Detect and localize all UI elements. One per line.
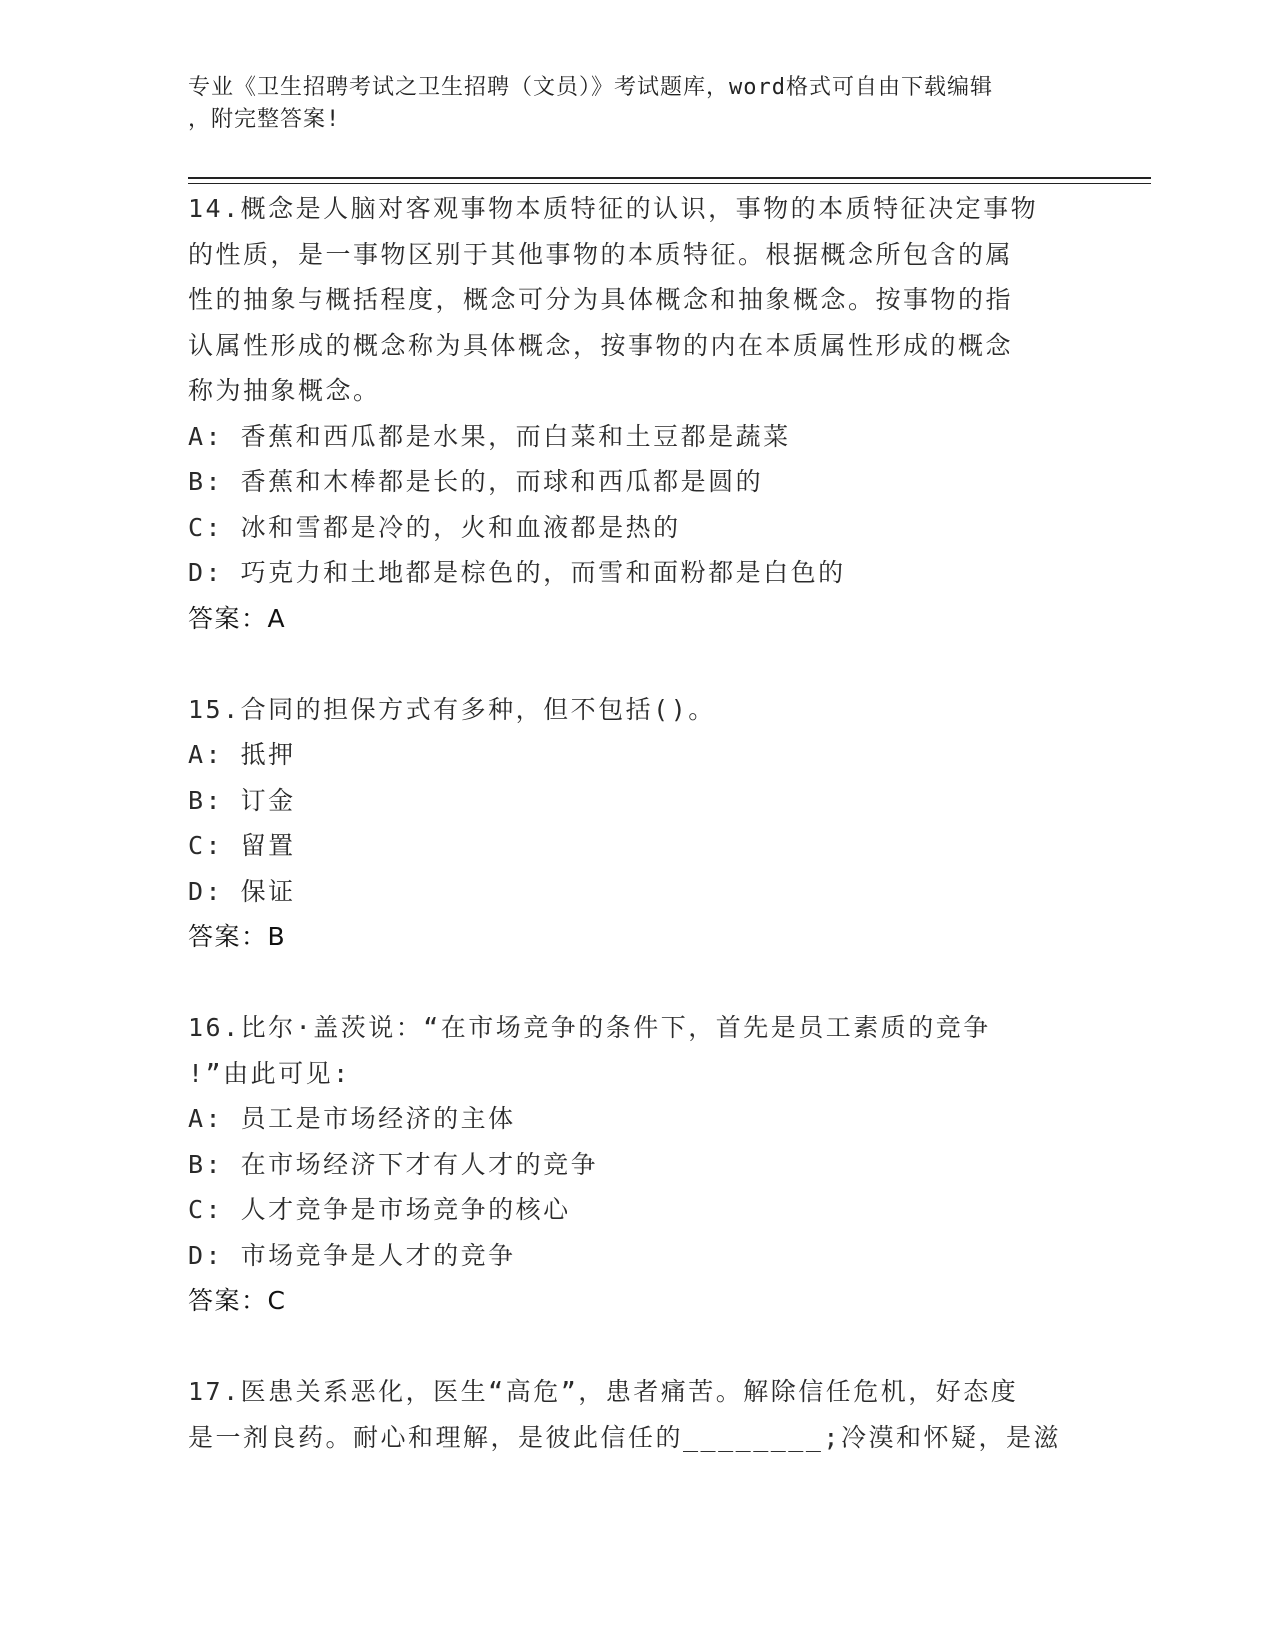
document-header bbox=[188, 72, 1068, 136]
question-15-option-d: D: 保证 bbox=[188, 876, 296, 906]
question-17-stem-line-2: 是一剂良药。耐心和理解，是彼此信任的________;冷漠和怀疑，是滋 bbox=[188, 1422, 1061, 1452]
question-16-stem-line-1: 16.比尔·盖茨说：“在市场竞争的条件下，首先是员工素质的竞争 bbox=[188, 1013, 991, 1042]
question-16 bbox=[188, 1005, 1088, 1324]
question-16-option-b: B: 在市场经济下才有人才的竞争 bbox=[188, 1149, 599, 1179]
header-divider-thin bbox=[188, 183, 1151, 184]
question-16-option-d: D: 市场竞争是人才的竞争 bbox=[188, 1240, 516, 1270]
question-14-stem-line-1: 14.概念是人脑对客观事物本质特征的认识，事物的本质特征决定事物 bbox=[188, 194, 1039, 223]
question-15-stem-line-1: 15.合同的担保方式有多种，但不包括()。 bbox=[188, 694, 716, 724]
question-14-stem-line-2: 的性质，是一事物区别于其他事物的本质特征。根据概念所包含的属 bbox=[188, 239, 1014, 269]
question-14-option-c: C: 冰和雪都是冷的，火和血液都是热的 bbox=[188, 512, 681, 542]
question-14-stem-line-3: 性的抽象与概括程度，概念可分为具体概念和抽象概念。按事物的指 bbox=[188, 285, 1014, 314]
question-14-answer: 答案：A bbox=[188, 603, 287, 633]
question-spacer bbox=[188, 641, 1088, 687]
question-14-option-a: A: 香蕉和西瓜都是水果，而白菜和土豆都是蔬菜 bbox=[188, 421, 791, 451]
question-14-stem-line-5: 称为抽象概念。 bbox=[188, 376, 381, 405]
question-15-option-c: C: 留置 bbox=[188, 831, 296, 860]
question-14-option-b: B: 香蕉和木棒都是长的，而球和西瓜都是圆的 bbox=[188, 467, 764, 496]
header-line-2: ，附完整答案! bbox=[188, 107, 341, 132]
question-14-stem-line-4: 认属性形成的概念称为具体概念，按事物的内在本质属性形成的概念 bbox=[188, 330, 1014, 360]
question-spacer bbox=[188, 1324, 1088, 1370]
question-15-option-b: B: 订金 bbox=[188, 785, 296, 815]
question-15 bbox=[188, 687, 1088, 960]
question-14 bbox=[188, 186, 1088, 641]
question-16-stem-line-2: !”由此可见: bbox=[188, 1058, 351, 1088]
question-17-stem-line-1: 17.医患关系恶化，医生“高危”，患者痛苦。解除信任危机，好态度 bbox=[188, 1377, 1019, 1406]
question-14-option-d: D: 巧克力和土地都是棕色的，而雪和面粉都是白色的 bbox=[188, 558, 846, 587]
question-spacer bbox=[188, 960, 1088, 1006]
question-16-option-c: C: 人才竞争是市场竞争的核心 bbox=[188, 1195, 571, 1224]
question-16-answer: 答案：C bbox=[188, 1286, 287, 1315]
question-15-option-a: A: 抵押 bbox=[188, 740, 296, 769]
question-16-option-a: A: 员工是市场经济的主体 bbox=[188, 1104, 516, 1133]
question-list bbox=[188, 186, 1088, 1460]
question-15-answer: 答案：B bbox=[188, 922, 287, 951]
header-line-1: 专业《卫生招聘考试之卫生招聘（文员）》考试题库，word格式可自由下载编辑 bbox=[188, 75, 993, 100]
question-17 bbox=[188, 1369, 1088, 1460]
header-divider-thick bbox=[188, 177, 1151, 179]
